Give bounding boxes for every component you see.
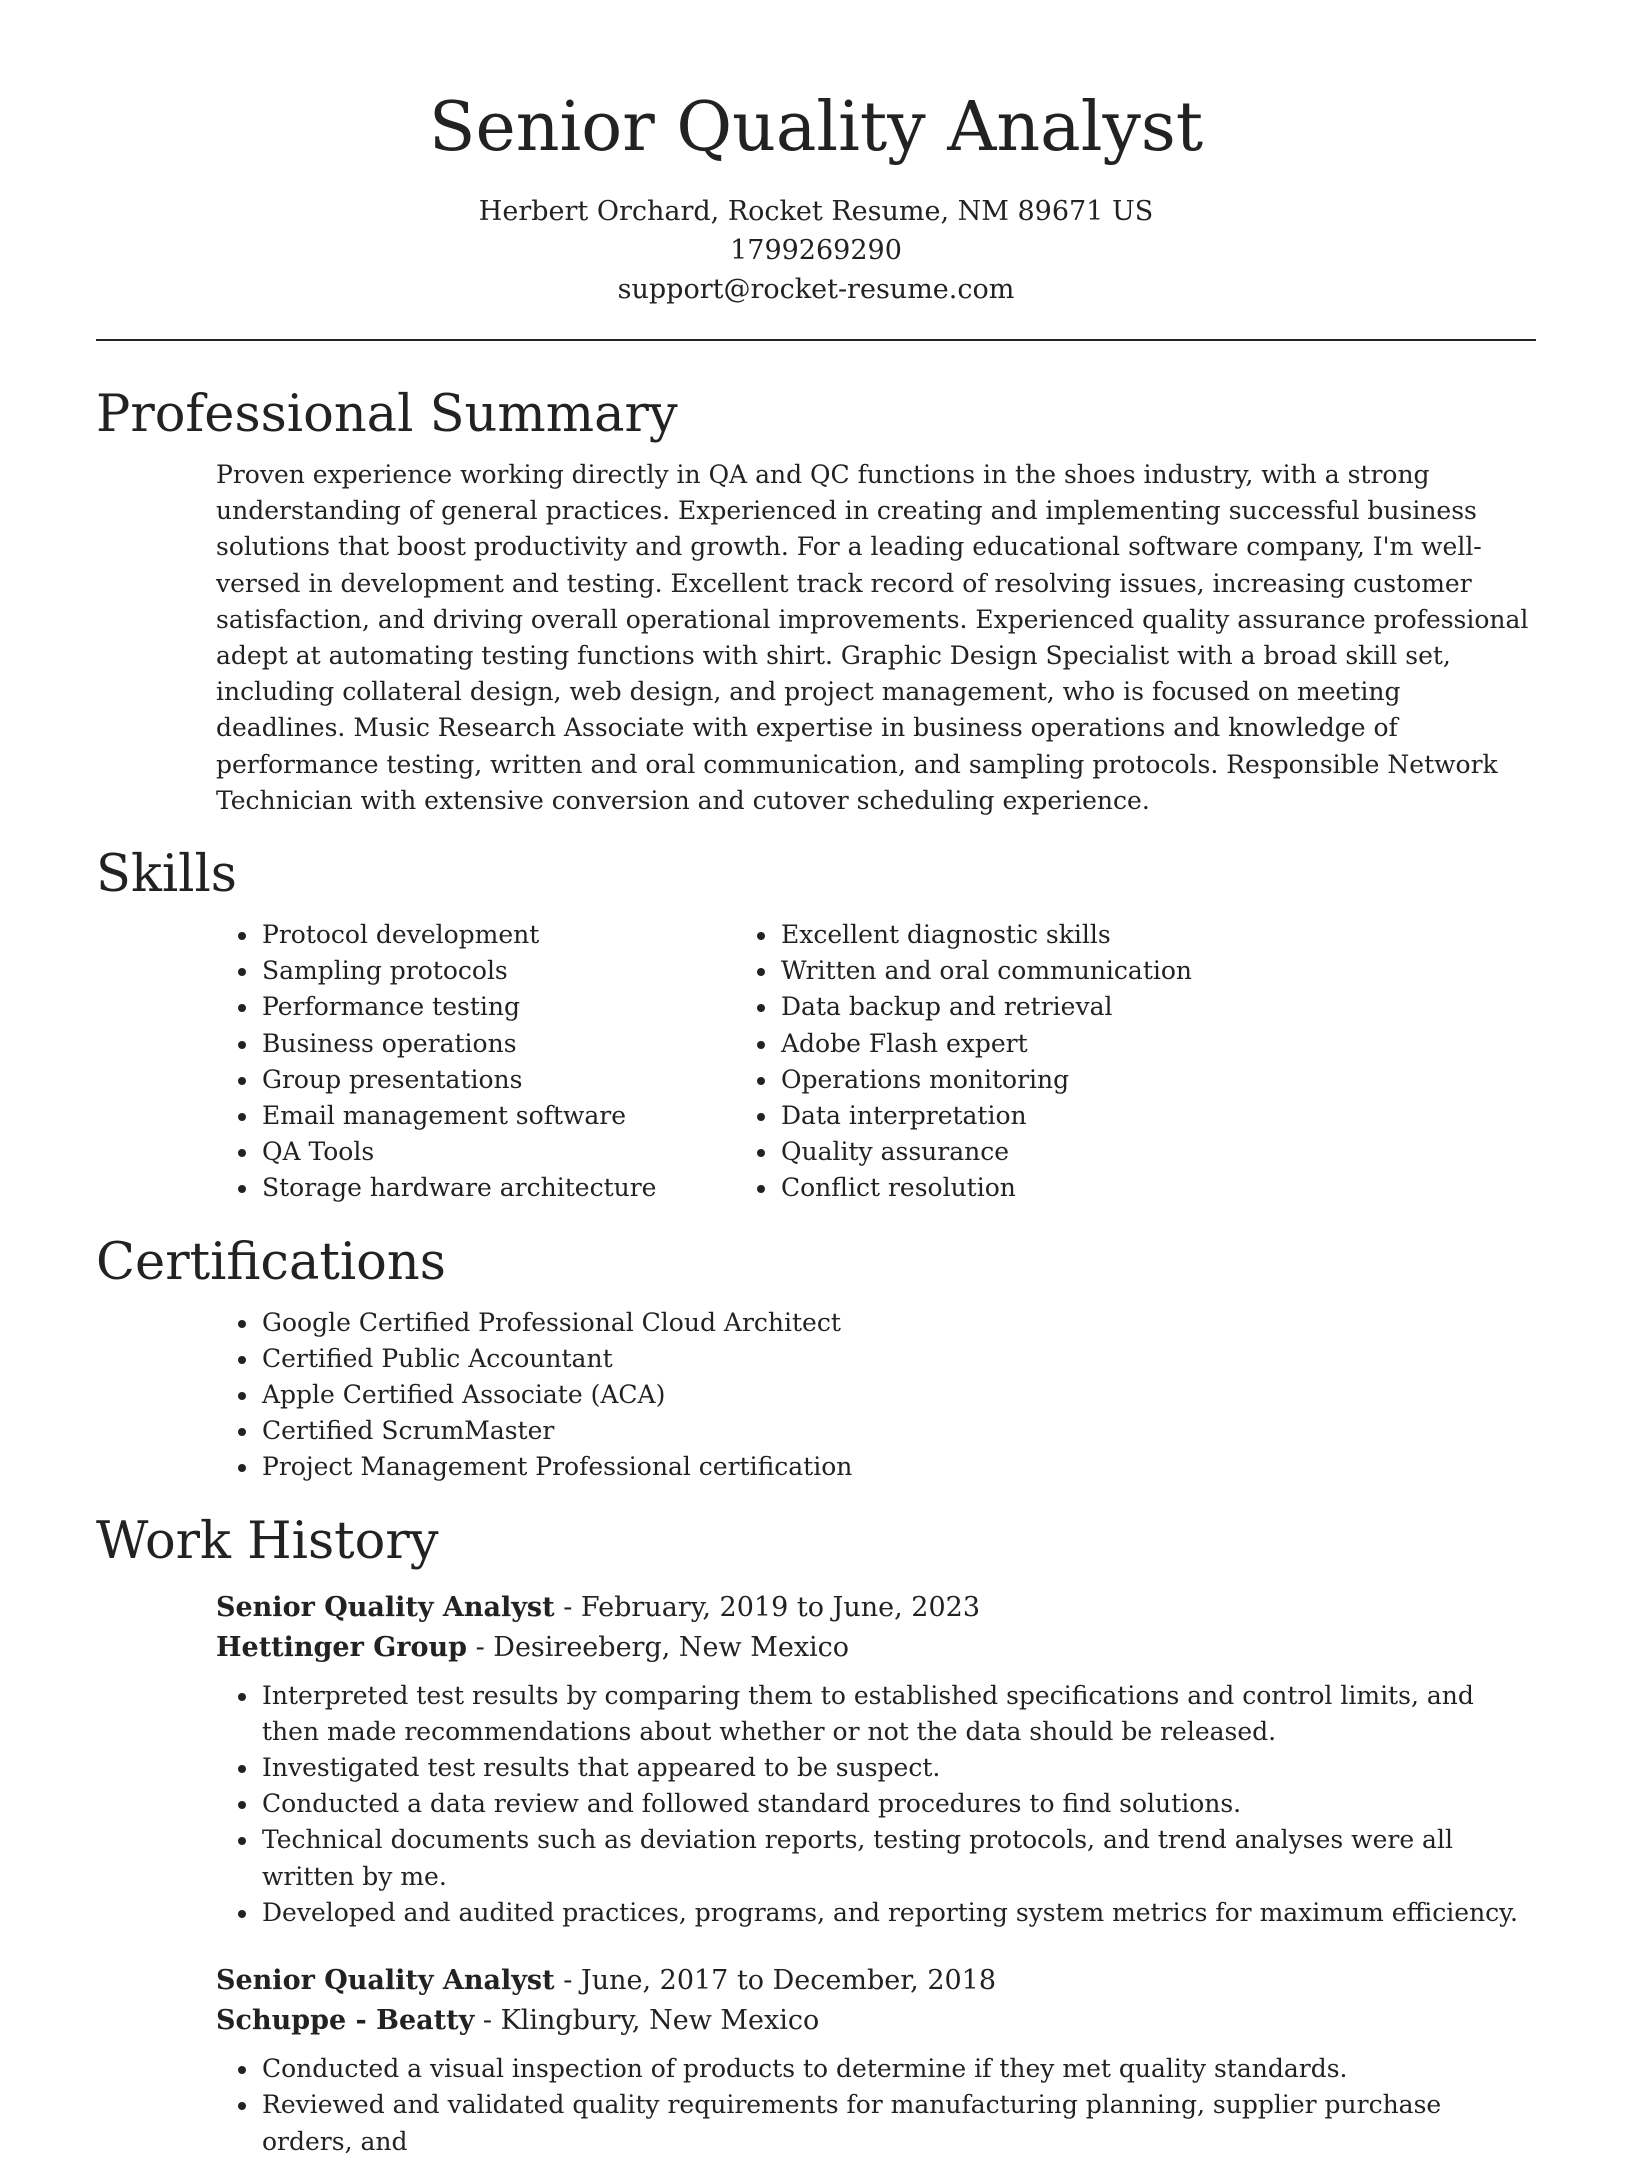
certification-item: • Certified ScrumMaster [260,1413,1536,1449]
skills-heading: Skills [96,845,237,905]
skill-item: • Written and oral communication [779,953,1536,989]
job-location: - Desireeberg, New Mexico [467,1631,850,1663]
skill-item: • Adobe Flash expert [779,1026,1536,1062]
contact-block [96,192,1536,309]
job-company-line [216,1628,1536,1668]
summary-text: Proven experience working directly in QA and QC functions in the shoes industry, with a strong understanding of general practices. Experienced in creating and implementing successful business solutions that boost productivity and growth. For a leading educational software company, I'm well-versed in development and testing. Excellent track record of resolving issues, increasing customer satisfaction, and driving overall operational improvements. Experienced quality assurance professional adept at automating testing functions with shirt. Graphic Design Specialist with a broad skill set, including collateral design, web design, and project management, who is focused on meeting deadlines. Music Research Associate with expertise in business operations and knowledge of performance testing, written and oral communication, and sampling protocols. Responsible Network Technician with extensive conversion and cutover scheduling experience. [216,460,1529,815]
summary-heading: Professional Summary [96,385,678,444]
resume-header [96,0,1536,309]
skills-list-right [779,917,1536,1207]
skill-item: • Sampling protocols [260,953,746,989]
job-bullet: • Investigated test results that appeared to be suspect. [260,1750,1536,1786]
skills-columns [96,917,1536,1207]
skill-item: • Business operations [260,1026,746,1062]
job-location: - Klingbury, New Mexico [474,2005,820,2037]
phone: 1799269290 [730,235,902,266]
email: support@rocket-resume.com [617,274,1015,305]
certification-item: • Apple Certified Associate (ACA) [260,1377,1536,1413]
skill-item: • Group presentations [260,1062,746,1098]
job-company-line [216,2001,1536,2041]
job-title: Senior Quality Analyst [216,1965,555,1997]
job-bullet: • Conducted a data review and followed standard procedures to find solutions. [260,1786,1536,1822]
skills-section [96,843,1536,1207]
skills-column-right [746,917,1536,1207]
skill-item: • Protocol development [260,917,746,953]
job-bullet: • Conducted a visual inspection of products to determine if they met quality standards. [260,2051,1536,2087]
skill-item: • Email management software [260,1098,746,1134]
skill-item: • Quality assurance [779,1134,1536,1170]
job-title-line [216,1961,1536,2001]
work-history-heading: Work History [96,1511,439,1571]
job-bullets [216,1678,1536,1931]
certification-item: • Certified Public Accountant [260,1341,1536,1377]
header-divider [96,339,1536,341]
certifications-list [96,1305,1536,1486]
job-company: Schuppe - Beatty [216,2005,475,2037]
job-bullet: • Reviewed and validated quality requirements for manufacturing planning, supplier purchase orders, and [260,2087,1536,2159]
skill-item: • Conflict resolution [779,1170,1536,1206]
address: Herbert Orchard, Rocket Resume, NM 89671 US [478,196,1154,227]
job-company: Hettinger Group [216,1631,468,1663]
skill-item: • Performance testing [260,989,746,1025]
resume-title: Senior Quality Analyst [428,88,1204,167]
job-bullet: • Technical documents such as deviation reports, testing protocols, and trend analyses were all written by me. [260,1822,1536,1894]
skill-item: • Operations monitoring [779,1062,1536,1098]
job-title: Senior Quality Analyst [216,1591,555,1623]
job-dates: - February, 2019 to June, 2023 [554,1591,980,1623]
skill-item: • Storage hardware architecture [260,1170,746,1206]
job-bullet: • Interpreted test results by comparing them to established specifications and control limits, and then made recommendations about whether or not the data should be released. [260,1678,1536,1750]
skills-list-left [260,917,746,1207]
certifications-heading: Certifications [96,1232,446,1292]
skills-column-left [96,917,746,1207]
job-bullets [216,2051,1536,2160]
work-history-section [96,1510,1536,2160]
job-entry [216,1961,1536,2160]
summary-section [96,383,1536,819]
certification-item: • Google Certified Professional Cloud Architect [260,1305,1536,1341]
certifications-section [96,1231,1536,1486]
skill-item: • Data interpretation [779,1098,1536,1134]
job-entry [216,1588,1536,1931]
certification-item: • Project Management Professional certification [260,1449,1536,1485]
job-title-line [216,1588,1536,1628]
job-bullet: • Developed and audited practices, programs, and reporting system metrics for maximum efficiency. [260,1895,1536,1931]
skill-item: • Data backup and retrieval [779,989,1536,1025]
skill-item: • Excellent diagnostic skills [779,917,1536,953]
job-dates: - June, 2017 to December, 2018 [554,1965,997,1997]
skill-item: • QA Tools [260,1134,746,1170]
